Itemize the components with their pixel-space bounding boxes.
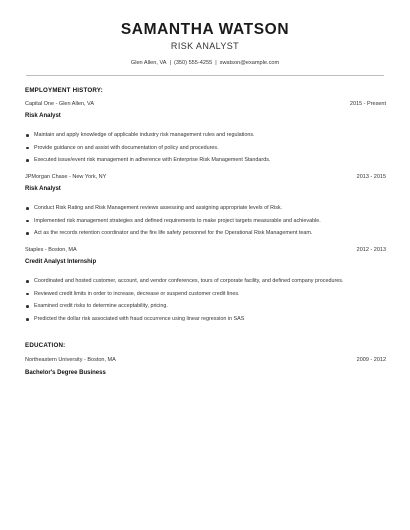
job-duties	[25, 205, 386, 243]
job-duty: Maintain and apply knowledge of applicable industry risk management rules and regulations.	[25, 132, 386, 145]
contact-email: swatson@example.com	[219, 60, 280, 66]
education-degree: Bachelor's Degree Business	[25, 370, 106, 376]
contact-location: Glen Allen, VA	[130, 60, 167, 66]
candidate-title: RISK ANALYST	[170, 41, 240, 51]
job-company: Staples - Boston, MA	[25, 247, 77, 253]
job-duty: Examined credit risks to determine acceptability, pricing.	[25, 303, 386, 316]
contact-phone: (350) 555-4255	[173, 60, 213, 66]
job-dates: 2012 - 2013	[356, 247, 386, 253]
job-duty: Act as the records retention coordinator and the fire life safety personnel for the Operational Risk Management team.	[25, 230, 386, 243]
job-duty: Reviewed credit limits in order to increase, decrease or suspend customer credit lines.	[25, 291, 386, 304]
contact-separator: |	[215, 60, 217, 66]
candidate-name: SAMANTHA WATSON	[120, 21, 290, 38]
contact-separator: |	[169, 60, 171, 66]
education-entry	[25, 357, 386, 380]
education-heading: EDUCATION:	[25, 342, 66, 349]
job-entry	[25, 247, 386, 329]
job-duty: Implemented risk management strategies and defined requirements to make project targets measurable and achievable.	[25, 218, 386, 231]
job-title: Risk Analyst	[25, 186, 61, 192]
job-duty: Executed issue/event risk management in adherence with Enterprise Risk Management Standards.	[25, 157, 386, 170]
job-duty: Coordinated and hosted customer, account, and vendor conferences, tours of corporate facility, and defined company procedures.	[25, 278, 386, 291]
job-duty: Provide guidance on and assist with documentation of policy and procedures.	[25, 145, 386, 158]
job-duty: Predicted the dollar risk associated with fraud occurrence using linear regression in SAS	[25, 316, 386, 329]
employment-heading: EMPLOYMENT HISTORY:	[25, 87, 103, 94]
education-dates: 2009 - 2012	[356, 357, 386, 363]
job-header	[25, 101, 386, 110]
job-title: Credit Analyst Internship	[25, 259, 97, 265]
job-entry	[25, 101, 386, 170]
job-company: JPMorgan Chase - New York, NY	[25, 174, 107, 180]
contact-line	[0, 60, 410, 66]
job-company: Capital One - Glen Allen, VA	[25, 101, 94, 107]
job-dates: 2013 - 2015	[356, 174, 386, 180]
job-header	[25, 247, 386, 256]
header-divider	[26, 75, 384, 76]
job-duties	[25, 132, 386, 170]
job-duty: Conduct Risk Rating and Risk Management reviews assessing and assigning appropriate levels of Risk.	[25, 205, 386, 218]
job-dates: 2015 - Present	[349, 101, 386, 107]
job-title: Risk Analyst	[25, 113, 61, 119]
education-header	[25, 357, 386, 366]
job-duties	[25, 278, 386, 329]
job-entry	[25, 174, 386, 243]
education-school: Northeastern University - Boston, MA	[25, 357, 116, 363]
job-header	[25, 174, 386, 183]
